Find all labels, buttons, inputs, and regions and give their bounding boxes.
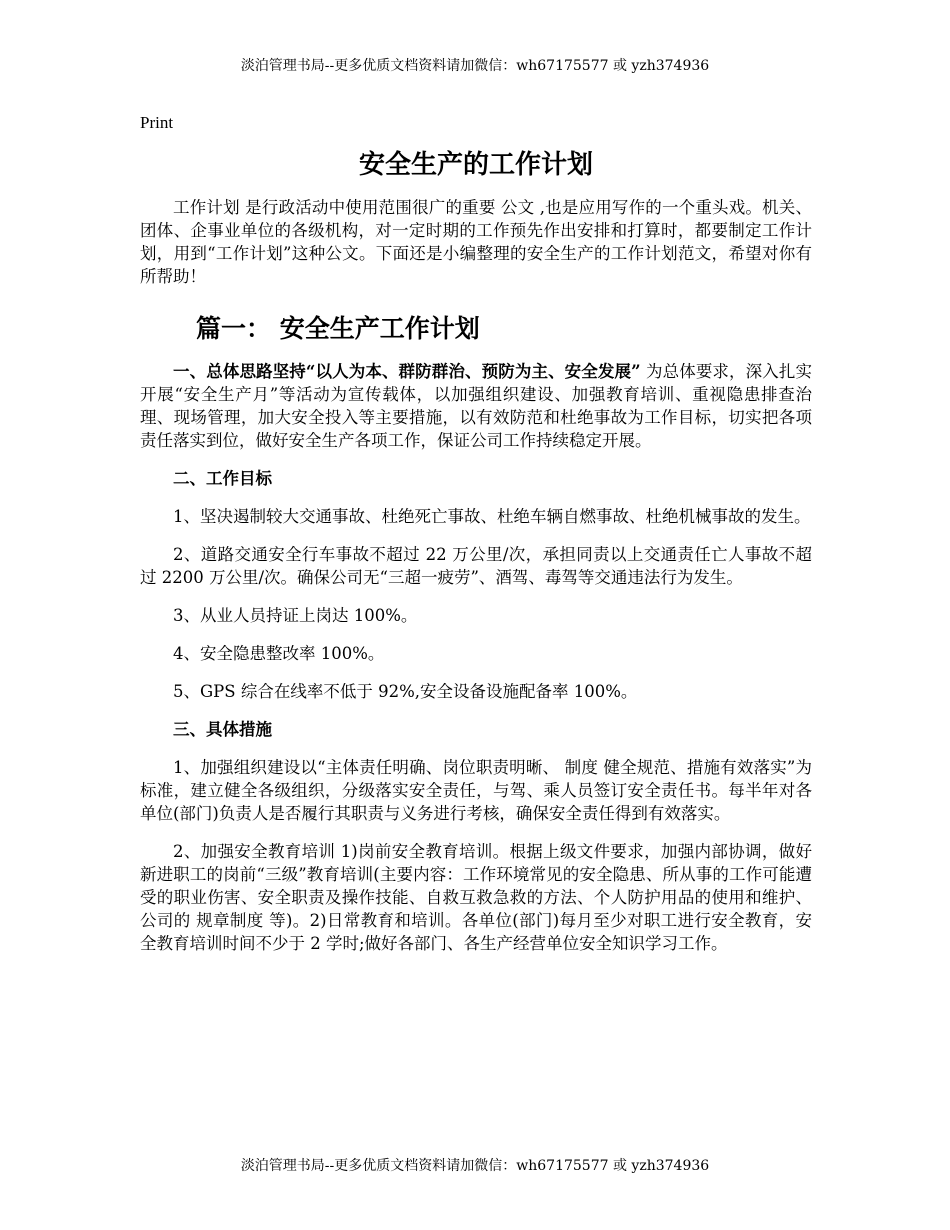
section-one-title: 篇一： 安全生产工作计划 [196, 314, 480, 343]
goal-item-3: 3、从业人员持证上岗达 100%。 [173, 606, 418, 625]
print-label: Print [140, 113, 174, 132]
intro-paragraph: 工作计划 是行政活动中使用范围很广的重要 公文 ,也是应用写作的一个重头戏。机关、团体、企事业单位的各级机构，对一定时期的工作预先作出安排和打算时，都要制定工作计划，用到“工作计划”这种公文。下面还是小编整理的安全生产的工作计划范文，希望对你有所帮助！ [140, 198, 812, 286]
document-body [140, 112, 812, 970]
page-header-note: 淡泊管理书局--更多优质文档资料请加微信：wh67175577 或 yzh374936 [240, 58, 710, 74]
goal-item-2: 2、道路交通安全行车事故不超过 22 万公里/次，承担同责以上交通责任亡人事故不超过 2200 万公里/次。确保公司无“三超一疲劳”、酒驾、毒驾等交通违法行为发生。 [140, 545, 812, 587]
page-footer-note: 淡泊管理书局--更多优质文档资料请加微信：wh67175577 或 yzh374936 [240, 1158, 710, 1174]
goal-item-1: 1、坚决遏制较大交通事故、杜绝死亡事故、杜绝车辆自燃事故、杜绝机械事故的发生。 [173, 507, 811, 526]
measure-item-2: 2、加强安全教育培训 1)岗前安全教育培训。根据上级文件要求，加强内部协调，做好新进职工的岗前“三级”教育培训(主要内容：工作环境常见的安全隐患、所从事的工作可能遭受的职业伤害、安全职责及操作技能、自救互救急救的方法、个人防护用品的使用和维护、公司的 规章制度 等)。2)日常教育和培训。各单位(部门)每月至少对职工进行安全教育，安全教育培训时间不少于 2 学时;做好各部门、各生产经营单位安全知识学习工作。 [140, 842, 812, 953]
overall-approach-paragraph [140, 360, 812, 452]
document-title: 安全生产的工作计划 [358, 150, 593, 180]
goal-item-4: 4、安全隐患整改率 100%。 [173, 644, 385, 663]
work-goals-heading: 二、工作目标 [173, 469, 272, 488]
overall-approach-text: 为总体要求，深入扎实开展“安全生产月”等活动为宣传载体，以加强组织建设、加强教育培训、重视隐患排查治理、现场管理，加大安全投入等主要措施，以有效防范和杜绝事故为工作目标，切实把各项责任落实到位，做好安全生产各项工作，保证公司工作持续稳定开展。 [140, 362, 812, 450]
specific-measures-heading: 三、具体措施 [173, 720, 272, 739]
goal-item-5: 5、GPS 综合在线率不低于 92%,安全设备设施配备率 100%。 [173, 682, 638, 701]
overall-approach-lead: 一、总体思路坚持“以人为本、群防群治、预防为主、安全发展” [173, 362, 641, 381]
measure-item-1: 1、加强组织建设以“主体责任明确、岗位职责明晰、 制度 健全规范、措施有效落实”为标准，建立健全各级组织，分级落实安全责任，与驾、乘人员签订安全责任书。每半年对各单位(部门)负责人是否履行其职责与义务进行考核，确保安全责任得到有效落实。 [140, 758, 812, 823]
